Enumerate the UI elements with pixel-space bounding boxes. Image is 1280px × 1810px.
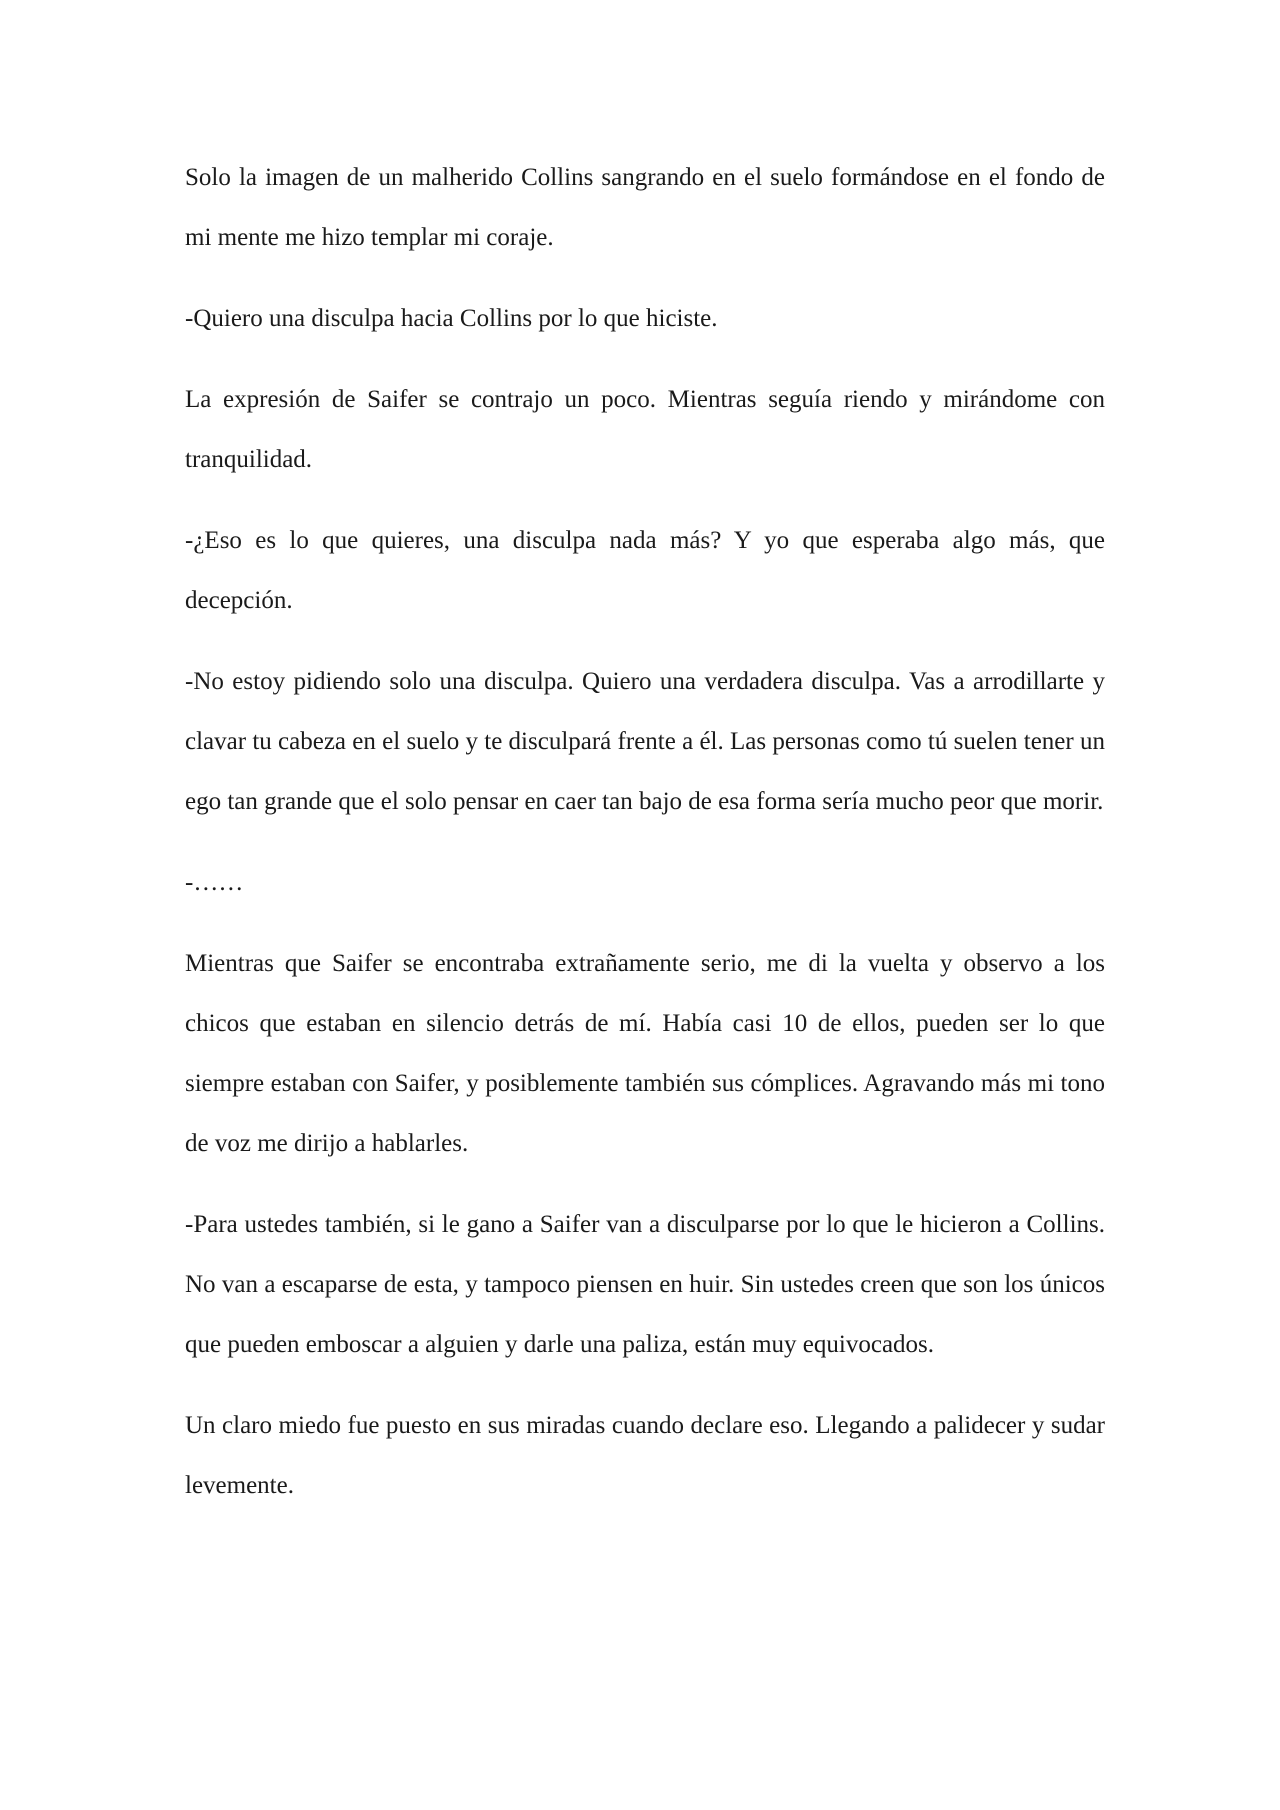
- paragraph-3: La expresión de Saifer se contrajo un poco. Mientras seguía riendo y mirándome con tranquilidad.: [185, 386, 1105, 473]
- paragraph-8: -Para ustedes también, si le gano a Saifer van a disculparse por lo que le hicieron a Collins. No van a escaparse de esta, y tampoco piensen en huir. Sin ustedes creen que son los únicos que pueden emboscar a alguien y darle una paliza, están muy equivocados.: [185, 1211, 1105, 1358]
- paragraph-2: -Quiero una disculpa hacia Collins por lo que hiciste.: [185, 305, 718, 332]
- paragraph-1: Solo la imagen de un malherido Collins sangrando en el suelo formándose en el fondo de mi mente me hizo templar mi coraje.: [185, 164, 1105, 251]
- paragraph-9: Un claro miedo fue puesto en sus miradas cuando declare eso. Llegando a palidecer y sudar levemente.: [185, 1412, 1105, 1499]
- paragraph-4: -¿Eso es lo que quieres, una disculpa nada más? Y yo que esperaba algo más, que decepción.: [185, 527, 1105, 614]
- paragraph-6: -……: [185, 869, 244, 896]
- paragraph-7: Mientras que Saifer se encontraba extrañamente serio, me di la vuelta y observo a los chicos que estaban en silencio detrás de mí. Había casi 10 de ellos, pueden ser lo que siempre estaban con Saifer, y posiblemente también sus cómplices. Agravando más mi tono de voz me dirijo a hablarles.: [185, 950, 1105, 1157]
- paragraph-5: -No estoy pidiendo solo una disculpa. Quiero una verdadera disculpa. Vas a arrodillarte y clavar tu cabeza en el suelo y te disculpará frente a él. Las personas como tú suelen tener un ego tan grande que el solo pensar en caer tan bajo de esa forma sería mucho peor que morir.: [185, 668, 1105, 815]
- document-body: [185, 148, 1105, 1516]
